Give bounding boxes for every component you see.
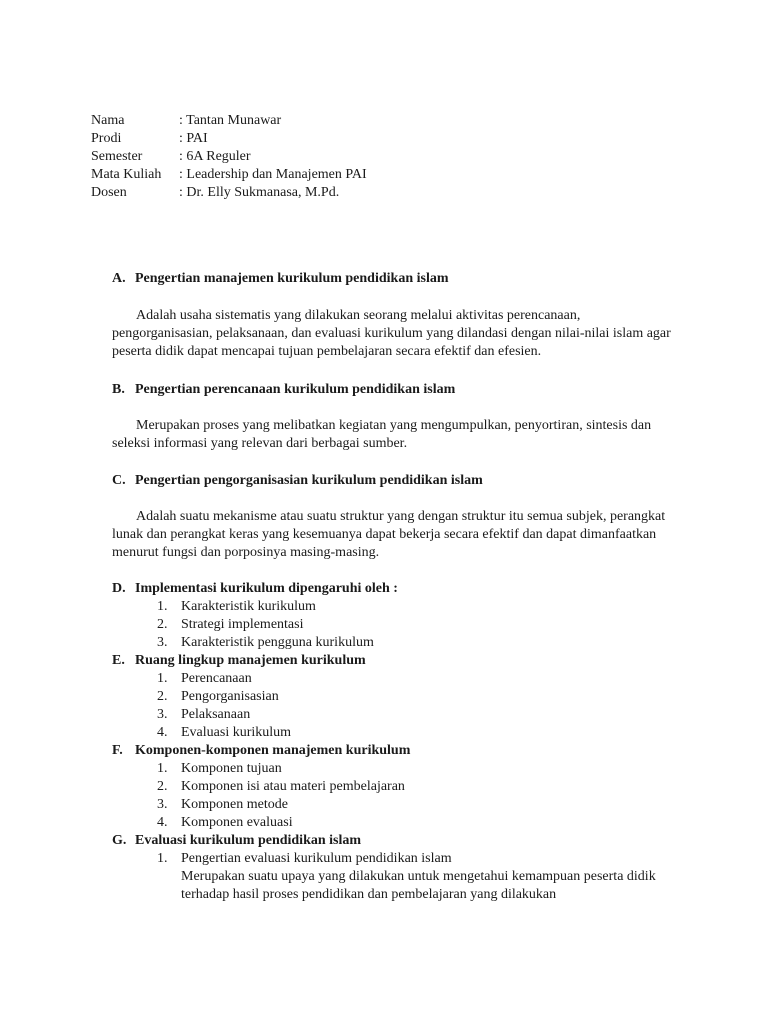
info-value: : 6A Reguler <box>179 149 251 164</box>
list-number: 2. <box>157 779 168 794</box>
list-number: 1. <box>157 671 168 686</box>
section-e-list <box>112 670 672 742</box>
info-value: : Dr. Elly Sukmanasa, M.Pd. <box>179 185 340 200</box>
list-number: 3. <box>157 635 168 650</box>
info-row-semester <box>91 148 367 166</box>
list-number: 4. <box>157 815 168 830</box>
section-letter: A. <box>112 271 126 286</box>
list-text: Evaluasi kurikulum <box>181 725 292 740</box>
section-title: Pengertian pengorganisasian kurikulum pendidikan islam <box>135 473 483 488</box>
list-item <box>157 598 672 616</box>
section-title: Pengertian perencanaan kurikulum pendidikan islam <box>135 382 456 397</box>
info-row-dosen <box>91 184 367 202</box>
info-label: Dosen <box>91 185 127 200</box>
list-text: Pengertian evaluasi kurikulum pendidikan islam <box>181 851 452 866</box>
info-value: : Leadership dan Manajemen PAI <box>179 167 367 182</box>
list-text: Komponen metode <box>181 797 288 812</box>
section-a-heading <box>112 270 672 288</box>
section-g-heading <box>112 832 672 850</box>
section-title: Ruang lingkup manajemen kurikulum <box>135 653 366 668</box>
list-text: Pengorganisasian <box>181 689 279 704</box>
document-body <box>112 270 672 904</box>
section-letter: B. <box>112 382 125 397</box>
list-text: Strategi implementasi <box>181 617 304 632</box>
student-info <box>91 112 367 202</box>
section-title: Komponen-komponen manajemen kurikulum <box>135 743 411 758</box>
section-b-heading <box>112 381 672 399</box>
section-letter: C. <box>112 473 126 488</box>
list-item <box>157 850 672 868</box>
section-f-list <box>112 760 672 832</box>
info-label: Prodi <box>91 131 122 146</box>
spacer <box>112 399 672 417</box>
list-number: 1. <box>157 761 168 776</box>
section-title: Evaluasi kurikulum pendidikan islam <box>135 833 362 848</box>
spacer <box>112 453 672 472</box>
section-f-heading <box>112 742 672 760</box>
spacer <box>112 490 672 508</box>
list-item <box>157 706 672 724</box>
list-number: 4. <box>157 725 168 740</box>
info-label: Semester <box>91 149 143 164</box>
section-title: Pengertian manajemen kurikulum pendidikan islam <box>135 271 449 286</box>
info-row-prodi <box>91 130 367 148</box>
list-text: Karakteristik pengguna kurikulum <box>181 635 374 650</box>
info-value: : PAI <box>179 131 208 146</box>
section-letter: E. <box>112 653 125 668</box>
info-label: Nama <box>91 113 125 128</box>
list-number: 1. <box>157 599 168 614</box>
section-letter: D. <box>112 581 126 596</box>
section-a-paragraph: Adalah usaha sistematis yang dilakukan seorang melalui aktivitas perencanaan, pengorganisasian, pelaksanaan, dan evaluasi kurikulum yang dilandasi dengan nilai-nilai islam agar peserta didik dapat mencapai tujuan pembelajaran secara efektif dan efesien. <box>112 308 671 359</box>
list-item <box>157 778 672 796</box>
section-letter: F. <box>112 743 123 758</box>
list-item <box>157 796 672 814</box>
info-label: Mata Kuliah <box>91 167 162 182</box>
section-c-heading <box>112 472 672 490</box>
spacer <box>112 361 672 381</box>
section-d-list <box>112 598 672 652</box>
list-number: 3. <box>157 797 168 812</box>
section-c-paragraph: Adalah suatu mekanisme atau suatu struktur yang dengan struktur itu semua subjek, perangkat lunak dan perangkat keras yang kesemuanya dapat bekerja secara efektif dan dapat dimanfaatkan menurut fungsi dan porposinya masing-masing. <box>112 509 666 560</box>
list-number: 3. <box>157 707 168 722</box>
list-item <box>157 814 672 832</box>
list-number: 2. <box>157 689 168 704</box>
section-g-list <box>112 850 672 904</box>
info-row-nama <box>91 112 367 130</box>
list-number: 2. <box>157 617 168 632</box>
section-d-heading <box>112 580 672 598</box>
list-item <box>157 634 672 652</box>
info-value: : Tantan Munawar <box>179 113 282 128</box>
list-text: Komponen tujuan <box>181 761 282 776</box>
list-number: 1. <box>157 851 168 866</box>
list-item-description: Merupakan suatu upaya yang dilakukan untuk mengetahui kemampuan peserta didik terhadap hasil proses pendidikan dan pembelajaran yang dilakukan <box>181 869 656 902</box>
list-text: Komponen isi atau materi pembelajaran <box>181 779 405 794</box>
list-text: Perencanaan <box>181 671 252 686</box>
list-text: Karakteristik kurikulum <box>181 599 316 614</box>
section-title: Implementasi kurikulum dipengaruhi oleh : <box>135 581 398 596</box>
info-row-mata-kuliah <box>91 166 367 184</box>
section-e-heading <box>112 652 672 670</box>
list-item <box>157 616 672 634</box>
list-item <box>157 688 672 706</box>
list-item <box>157 760 672 778</box>
list-item <box>157 670 672 688</box>
spacer <box>112 562 672 580</box>
spacer <box>112 288 672 307</box>
list-item <box>157 724 672 742</box>
list-text: Pelaksanaan <box>181 707 251 722</box>
section-letter: G. <box>112 833 127 848</box>
section-b-paragraph: Merupakan proses yang melibatkan kegiatan yang mengumpulkan, penyortiran, sintesis dan seleksi informasi yang relevan dari berbagai sumber. <box>112 418 652 451</box>
list-text: Komponen evaluasi <box>181 815 293 830</box>
